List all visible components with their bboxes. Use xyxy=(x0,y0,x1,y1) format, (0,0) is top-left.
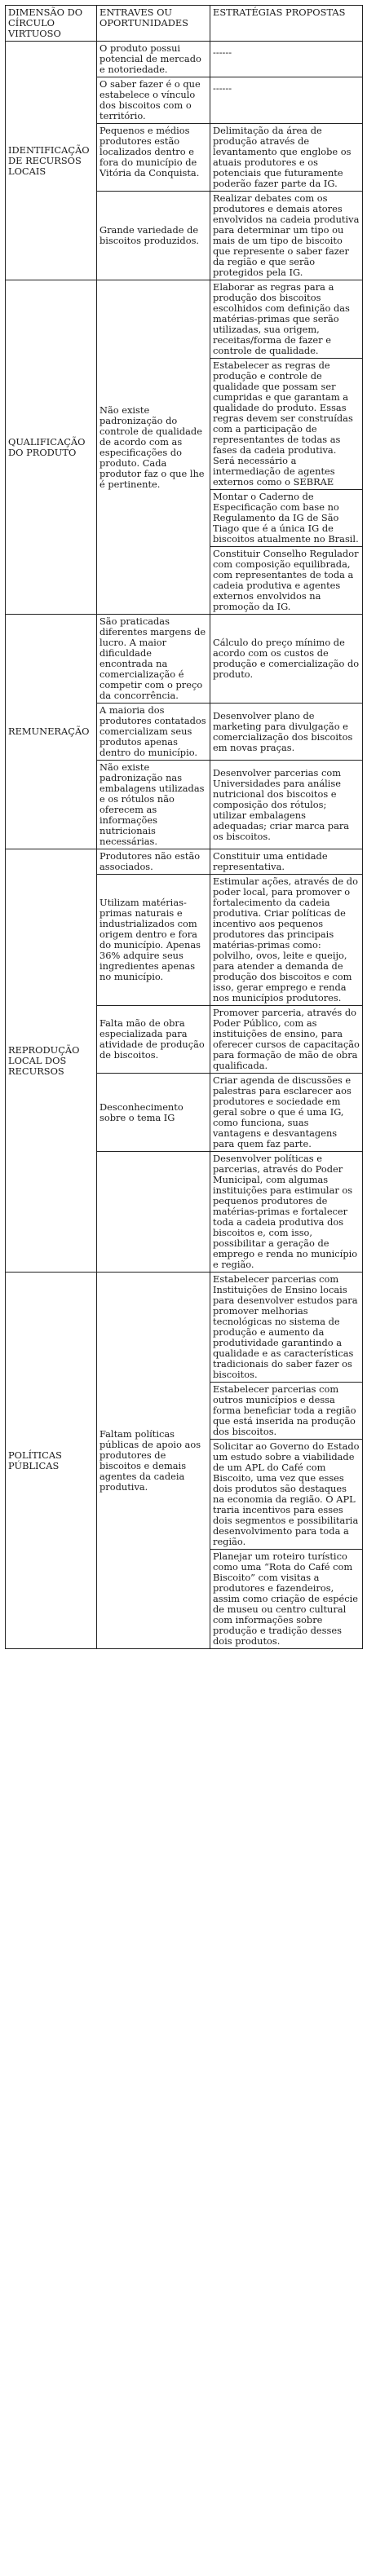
strategy-cell: Montar o Caderno de Especificação com base no Regulamento da IG de São Tiago que é a única IG de biscoitos atualmente no Brasil. xyxy=(210,490,363,547)
strategy-cell: ------ xyxy=(210,77,363,124)
header-row xyxy=(6,6,363,42)
dimension-cell: REMUNERAÇÃO xyxy=(6,615,97,849)
dimension-cell: REPRODUÇÃO LOCAL DOS RECURSOS xyxy=(6,849,97,1273)
table-row xyxy=(6,280,363,359)
obstacle-cell: Utilizam matérias-primas naturais e industrializados com origem dentro e fora do município. Apenas 36% adquire seus ingredientes apenas no município. xyxy=(97,875,210,1006)
dimension-cell: QUALIFICAÇÃO DO PRODUTO xyxy=(6,280,97,615)
strategy-cell: Constituir Conselho Regulador com composição equilibrada, com representantes de toda a cadeia produtiva e agentes externos envolvidos na promoção da IG. xyxy=(210,547,363,615)
strategy-cell: Planejar um roteiro turístico como uma “Rota do Café com Biscoito” com visitas a produtores e fazendeiros, assim como criação de espécie de museu ou centro cultural com informações sobre produção e tradição desses dois produtos. xyxy=(210,1550,363,1649)
header-obstacles: ENTRAVES OU OPORTUNIDADES xyxy=(97,6,210,42)
strategy-cell: Desenvolver plano de marketing para divulgação e comercialização dos biscoitos em novas praças. xyxy=(210,704,363,761)
strategy-cell: Delimitação da área de produção através de levantamento que englobe os atuais produtores e os potenciais que futuramente poderão fazer parte da IG. xyxy=(210,124,363,192)
strategy-cell: Estabelecer parcerias com Instituições de Ensino locais para desenvolver estudos para promover melhorias tecnológicas no sistema de produção e aumento da produtividade garantindo a qualidade e as características tradicionais do saber fazer os biscoitos. xyxy=(210,1273,363,1383)
obstacle-cell: O produto possui potencial de mercado e notoriedade. xyxy=(97,42,210,77)
obstacle-cell: Pequenos e médios produtores estão localizados dentro e fora do município de Vitória da Conquista. xyxy=(97,124,210,192)
strategy-cell: Estabelecer as regras de produção e controle de qualidade que possam ser cumpridas e que garantam a qualidade do produto. Essas regras devem ser construídas com a participação de representantes de todas as fases da cadeia produtiva. Será necessário a intermediação de agentes externos como o SEBRAE xyxy=(210,359,363,490)
strategy-cell: Estimular ações, através de do poder local, para promover o fortalecimento da cadeia produtiva. Criar políticas de incentivo aos pequenos produtores das principais matérias-primas como: polvilho, ovos, leite e queijo, para atender a demanda de produção dos biscoitos e com isso, gerar emprego e renda nos municípios produtores. xyxy=(210,875,363,1006)
table-row xyxy=(6,849,363,875)
header-strategies: ESTRATÉGIAS PROPOSTAS xyxy=(210,6,363,42)
obstacle-cell: Falta mão de obra especializada para atividade de produção de biscoitos. xyxy=(97,1006,210,1074)
obstacle-cell: São praticadas diferentes margens de lucro. A maior dificuldade encontrada na comercialização é competir com o preço da concorrência. xyxy=(97,615,210,704)
obstacle-cell: Faltam políticas públicas de apoio aos produtores de biscoitos e demais agentes da cadeia produtiva. xyxy=(97,1273,210,1649)
dimension-cell: IDENTIFICAÇÃO DE RECURSOS LOCAIS xyxy=(6,42,97,280)
strategy-cell: ------ xyxy=(210,42,363,77)
obstacle-cell: Produtores não estão associados. xyxy=(97,849,210,875)
strategy-cell: Estabelecer parcerias com outros municípios e dessa forma beneficiar toda a região que está inserida na produção dos biscoitos. xyxy=(210,1383,363,1440)
strategy-cell: Promover parceria, através do Poder Público, com as instituições de ensino, para oferecer cursos de capacitação para formação de mão de obra qualificada. xyxy=(210,1006,363,1074)
obstacle-cell xyxy=(97,1152,210,1273)
table-row xyxy=(6,1273,363,1383)
obstacle-cell: Grande variedade de biscoitos produzidos. xyxy=(97,192,210,280)
obstacle-cell: A maioria dos produtores contatados comercializam seus produtos apenas dentro do município. xyxy=(97,704,210,761)
strategy-cell: Desenvolver parcerias com Universidades para análise nutricional dos biscoitos e composição dos rótulos; utilizar embalagens adequadas; criar marca para os biscoitos. xyxy=(210,761,363,849)
strategy-table xyxy=(5,5,363,1649)
strategy-cell: Criar agenda de discussões e palestras para esclarecer aos produtores e sociedade em geral sobre o que é uma IG, como funciona, suas vantagens e desvantagens para quem faz parte. xyxy=(210,1074,363,1152)
strategy-cell: Desenvolver políticas e parcerias, através do Poder Municipal, com algumas instituições para estimular os pequenos produtores de matérias-primas e fortalecer toda a cadeia produtiva dos biscoitos e, com isso, possibilitar a geração de emprego e renda no município e região. xyxy=(210,1152,363,1273)
header-dimension: DIMENSÃO DO CÍRCULO VIRTUOSO xyxy=(6,6,97,42)
strategy-cell: Constituir uma entidade representativa. xyxy=(210,849,363,875)
table-row xyxy=(6,615,363,704)
strategy-cell: Cálculo do preço mínimo de acordo com os custos de produção e comercialização do produto. xyxy=(210,615,363,704)
strategy-cell: Elaborar as regras para a produção dos biscoitos escolhidos com definição das matérias-primas que serão utilizadas, sua origem, receitas/forma de fazer e controle de qualidade. xyxy=(210,280,363,359)
obstacle-cell: Desconhecimento sobre o tema IG xyxy=(97,1074,210,1152)
obstacle-cell: Não existe padronização do controle de qualidade de acordo com as especificações do produto. Cada produtor faz o que lhe é pertinente. xyxy=(97,280,210,615)
dimension-cell: POLÍTICAS PÚBLICAS xyxy=(6,1273,97,1649)
strategy-cell: Solicitar ao Governo do Estado um estudo sobre a viabilidade de um APL do Café com Biscoito, uma vez que esses dois produtos são destaques na economia da região. O APL traria incentivos para esses dois segmentos e possibilitaria desenvolvimento para toda a região. xyxy=(210,1440,363,1550)
obstacle-cell: Não existe padronização nas embalagens utilizadas e os rótulos não oferecem as informações nutricionais necessárias. xyxy=(97,761,210,849)
strategy-cell: Realizar debates com os produtores e demais atores envolvidos na cadeia produtiva para determinar um tipo ou mais de um tipo de biscoito que represente o saber fazer da região e que serão protegidos pela IG. xyxy=(210,192,363,280)
table-row xyxy=(6,42,363,77)
obstacle-cell: O saber fazer é o que estabelece o vínculo dos biscoitos com o território. xyxy=(97,77,210,124)
